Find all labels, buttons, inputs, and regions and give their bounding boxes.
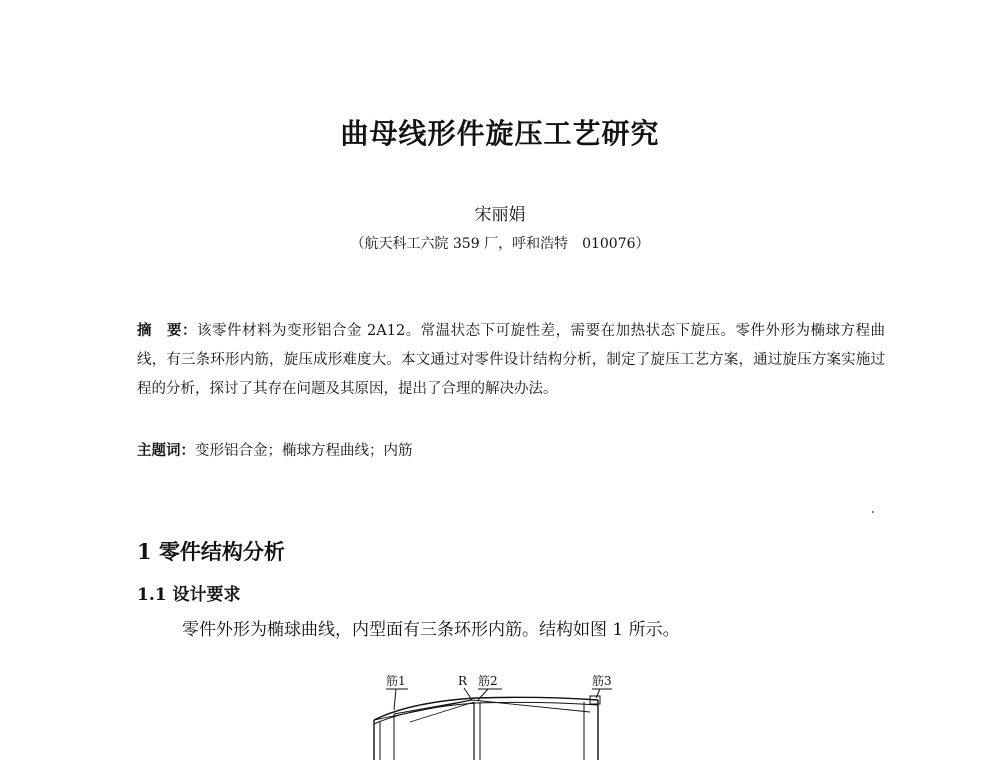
outer-profile-curve bbox=[374, 697, 598, 720]
figure-label-rib2: 筋2 bbox=[478, 674, 498, 688]
rib1-leader bbox=[394, 689, 396, 710]
keywords-text: 变形铝合金；椭球方程曲线；内筋 bbox=[195, 443, 413, 459]
construction-line-3 bbox=[472, 700, 590, 712]
abstract-text: 该零件材料为变形铝合金 2A12。常温状态下可旋性差，需要在加热状态下旋压。零件外形为椭球方程曲线，有三条环形内筋，旋压成形难度大。本文通过对零件设计结构分析，制定了旋压工艺方案，通过旋压方案实施过程的分析，探讨了其存在问题及其原因，提出了合理的解决办法。 bbox=[137, 323, 885, 397]
keywords-line bbox=[137, 439, 885, 460]
scan-speck bbox=[872, 511, 874, 513]
figure-label-radius: R bbox=[458, 674, 468, 688]
figure-1-part-drawing bbox=[350, 662, 650, 760]
body-paragraph: 零件外形为椭球曲线，内型面有三条环形内筋。结构如图 1 所示。 bbox=[182, 620, 680, 640]
rib3-leader bbox=[596, 689, 600, 698]
paper-title: 曲母线形件旋压工艺研究 bbox=[340, 117, 660, 150]
section-heading: 1 零件结构分析 bbox=[137, 539, 285, 564]
figure-label-rib1: 筋1 bbox=[386, 674, 406, 688]
figure-label-rib3: 筋3 bbox=[592, 674, 612, 688]
author-affiliation: （航天科工六院 359 厂，呼和浩特 010076） bbox=[350, 236, 650, 252]
abstract-label: 摘 要： bbox=[137, 322, 197, 339]
subsection-heading: 1.1 设计要求 bbox=[137, 585, 241, 605]
author-name: 宋丽娟 bbox=[474, 205, 526, 225]
keywords-label: 主题词： bbox=[137, 442, 195, 459]
abstract-paragraph bbox=[137, 316, 885, 404]
